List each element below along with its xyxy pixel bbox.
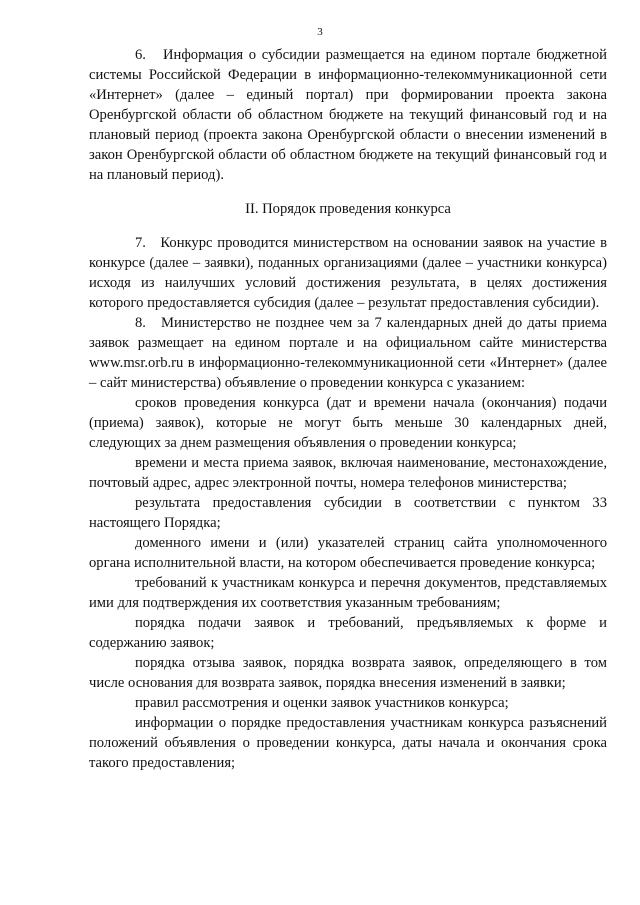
paragraph-7: 7. Конкурс проводится министерством на основании заявок на участие в конкурсе (далее – заявки), поданных организациями (далее – участники конкурса) исходя из наилучших условий достижения результата, в целях достижения которого предоставляется субсидия (далее – результат предоставления субсидии).: [89, 235, 607, 311]
list-item: сроков проведения конкурса (дат и времени начала (окончания) подачи (приема) заявок), которые не могут быть меньше 30 календарных дней, следующих за днем размещения объявления о проведении конкурса;: [89, 395, 607, 451]
list-item: порядка отзыва заявок, порядка возврата заявок, определяющего в том числе основания для возврата заявок, порядка внесения изменений в заявки;: [89, 655, 607, 691]
paragraph-8: 8. Министерство не позднее чем за 7 календарных дней до даты приема заявок размещает на едином портале и на официальном сайте министерства www.msr.orb.ru в информационно-телекоммуникационной сети «Интернет» (далее – сайт министерства) объявление о проведении конкурса с указанием:: [89, 315, 607, 391]
list-item: доменного имени и (или) указателей страниц сайта уполномоченного органа исполнительной власти, на котором обеспечивается проведение конкурса;: [89, 535, 607, 571]
list-item: информации о порядке предоставления участникам конкурса разъяснений положений объявления о проведении конкурса, даты начала и окончания срока такого предоставления;: [89, 715, 607, 771]
list-item: порядка подачи заявок и требований, предъявляемых к форме и содержанию заявок;: [89, 615, 607, 651]
document-body: [89, 45, 607, 773]
list-item: результата предоставления субсидии в соответствии с пунктом 33 настоящего Порядка;: [89, 495, 607, 531]
list-item: требований к участникам конкурса и перечня документов, представляемых ими для подтверждения их соответствия указанным требованиям;: [89, 575, 607, 611]
paragraph-list: [89, 233, 607, 773]
section-title: II. Порядок проведения конкурса: [245, 201, 451, 217]
list-item: правил рассмотрения и оценки заявок участников конкурса;: [135, 695, 509, 711]
paragraph-6: 6. Информация о субсидии размещается на едином портале бюджетной системы Российской Федерации в информационно-телекоммуникационной сети «Интернет» (далее – единый портал) при формировании проекта закона Оренбургской области об областном бюджете на текущий финансовый год и на плановый период (проекта закона Оренбургской области о внесении изменений в закон Оренбургской области об областном бюджете на текущий финансовый год и на плановый период).: [89, 47, 607, 183]
page-number: 3: [317, 26, 323, 38]
list-item: времени и места приема заявок, включая наименование, местонахождение, почтовый адрес, адрес электронной почты, номера телефонов министерства;: [89, 455, 607, 491]
